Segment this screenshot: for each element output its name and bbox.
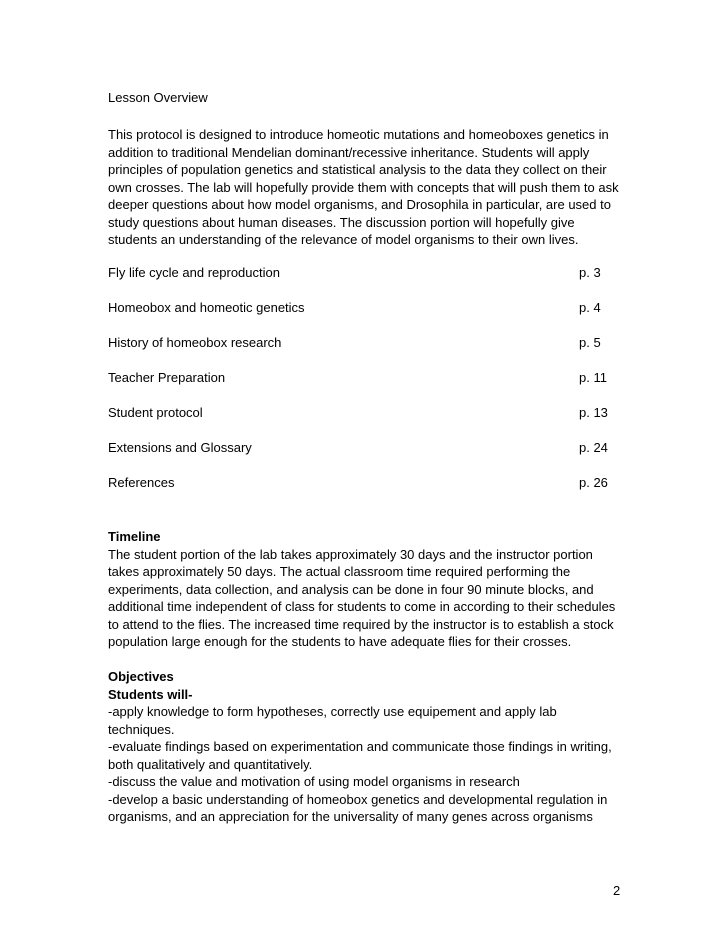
timeline-line: population large enough for the students to have adequate flies for their crosses. [108,634,572,649]
objectives-heading: Objectives [108,669,174,684]
objective-line: organisms, and an appreciation for the universality of many genes across organisms [108,809,593,824]
toc-page-number: p. 26 [579,475,608,490]
toc-label: Homeobox and homeotic genetics [108,300,305,315]
toc-page-number: p. 4 [579,300,601,315]
timeline-section [108,528,628,651]
toc-label: Extensions and Glossary [108,440,252,455]
toc-page-number: p. 13 [579,405,608,420]
overview-paragraph [108,126,628,249]
objective-line: -discuss the value and motivation of using model organisms in research [108,774,520,789]
objectives-subheading: Students will- [108,686,193,702]
toc-label: Fly life cycle and reproduction [108,265,280,280]
overview-line: own crosses. The lab will hopefully provide them with concepts that will push them to ask [108,179,619,195]
toc-label: Student protocol [108,405,203,420]
toc-label: Teacher Preparation [108,370,226,385]
toc-entry [108,405,628,423]
overview-line: deeper questions about how model organisms, and Drosophila in particular, are used to [108,197,611,212]
overview-line: addition to traditional Mendelian dominant/recessive inheritance. Students will apply [108,144,590,160]
toc-entry [108,370,628,388]
overview-line: study questions about human diseases. The discussion portion will hopefully give [108,214,575,230]
timeline-line: additional time independent of class for students to come in according to their schedules [108,599,616,614]
page-number: 2 [613,883,621,898]
overview-line: principles of population genetics and statistical analysis to the data they collect on their [108,162,607,177]
objective-line: techniques. [108,721,175,737]
toc-entry [108,440,628,458]
objective-line: both qualitatively and quantitatively. [108,756,313,772]
toc-label: References [108,475,175,490]
toc-page-number: p. 3 [579,265,601,280]
toc-entry [108,300,628,318]
objective-line: -evaluate findings based on experimentation and communicate those findings in writing, [108,739,612,754]
toc-entry [108,265,628,283]
objective-line: -apply knowledge to form hypotheses, correctly use equipement and apply lab [108,704,557,719]
objective-line: -develop a basic understanding of homeobox genetics and developmental regulation in [108,791,608,807]
page-title: Lesson Overview [108,90,208,105]
document-page [108,0,628,942]
timeline-line: to attend to the flies. The increased time required by the instructor is to establish a stock [108,616,614,632]
toc-entry [108,335,628,353]
objectives-section [108,668,628,826]
toc-entry [108,475,628,493]
timeline-line: experiments, data collection, and analysis can be done in four 90 minute blocks, and [108,581,594,597]
overview-line: This protocol is designed to introduce homeotic mutations and homeoboxes genetics in [108,127,609,142]
timeline-heading: Timeline [108,529,161,544]
timeline-line: The student portion of the lab takes approximately 30 days and the instructor portion [108,546,593,562]
toc-page-number: p. 5 [579,335,601,350]
toc-label: History of homeobox research [108,335,282,350]
toc-page-number: p. 24 [579,440,608,455]
overview-line: students an understanding of the relevance of model organisms to their own lives. [108,232,579,247]
toc-page-number: p. 11 [579,370,607,385]
timeline-line: takes approximately 50 days. The actual classroom time required performing the [108,564,571,579]
